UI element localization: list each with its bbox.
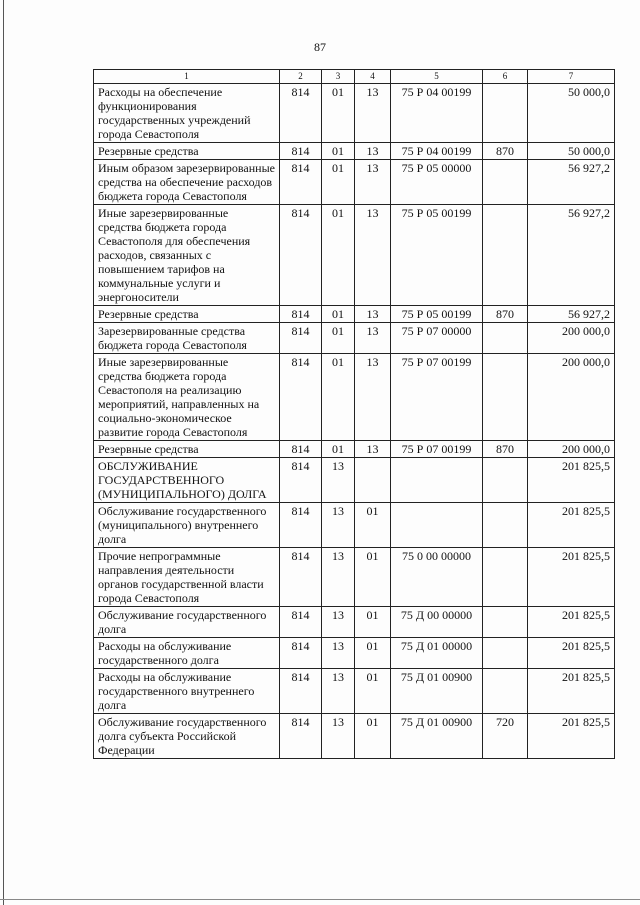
table-body bbox=[94, 84, 615, 759]
expense-name-cell: Иным образом зарезервированные средства на обеспечение расходов бюджета города Севастополя bbox=[94, 160, 280, 205]
table-row bbox=[94, 638, 615, 669]
target-article-cell: 75 Р 07 00199 bbox=[391, 441, 483, 458]
expense-type-cell bbox=[483, 607, 528, 638]
ministry-code-cell: 814 bbox=[280, 160, 322, 205]
expense-name-cell: Расходы на обслуживание государственного внутреннего долга bbox=[94, 669, 280, 714]
expense-type-cell bbox=[483, 669, 528, 714]
expense-type-cell bbox=[483, 160, 528, 205]
table-row bbox=[94, 160, 615, 205]
expense-name-cell: Резервные средства bbox=[94, 441, 280, 458]
section-code-cell: 01 bbox=[322, 323, 355, 354]
target-article-cell bbox=[391, 458, 483, 503]
subsection-code-cell: 01 bbox=[355, 607, 391, 638]
ministry-code-cell: 814 bbox=[280, 306, 322, 323]
section-code-cell: 01 bbox=[322, 354, 355, 441]
section-code-cell: 13 bbox=[322, 714, 355, 759]
amount-cell: 56 927,2 bbox=[528, 160, 615, 205]
section-code-cell: 01 bbox=[322, 205, 355, 306]
section-code-cell: 01 bbox=[322, 441, 355, 458]
column-number: 3 bbox=[322, 70, 355, 84]
target-article-cell: 75 Р 05 00199 bbox=[391, 306, 483, 323]
subsection-code-cell: 01 bbox=[355, 548, 391, 607]
column-number: 1 bbox=[94, 70, 280, 84]
section-code-cell: 13 bbox=[322, 503, 355, 548]
target-article-cell: 75 Р 07 00000 bbox=[391, 323, 483, 354]
table-row bbox=[94, 205, 615, 306]
target-article-cell: 75 Д 01 00900 bbox=[391, 669, 483, 714]
target-article-cell: 75 Р 05 00000 bbox=[391, 160, 483, 205]
target-article-cell: 75 0 00 00000 bbox=[391, 548, 483, 607]
subsection-code-cell: 01 bbox=[355, 714, 391, 759]
table-row bbox=[94, 548, 615, 607]
amount-cell: 200 000,0 bbox=[528, 354, 615, 441]
target-article-cell: 75 Р 07 00199 bbox=[391, 354, 483, 441]
section-code-cell: 01 bbox=[322, 84, 355, 143]
expense-type-cell: 720 bbox=[483, 714, 528, 759]
expense-type-cell bbox=[483, 84, 528, 143]
amount-cell: 200 000,0 bbox=[528, 323, 615, 354]
amount-cell: 201 825,5 bbox=[528, 548, 615, 607]
expense-name-cell: Иные зарезервированные средства бюджета города Севастополя для обеспечения расходов, связанных с повышением тарифов на коммунальные услуги и энергоносители bbox=[94, 205, 280, 306]
section-code-cell: 01 bbox=[322, 143, 355, 160]
expense-type-cell bbox=[483, 458, 528, 503]
amount-cell: 50 000,0 bbox=[528, 84, 615, 143]
expense-name-cell: Расходы на обслуживание государственного долга bbox=[94, 638, 280, 669]
expense-type-cell bbox=[483, 354, 528, 441]
amount-cell: 50 000,0 bbox=[528, 143, 615, 160]
expense-name-cell: Иные зарезервированные средства бюджета города Севастополя на реализацию мероприятий, направленных на социально-экономическое развитие города Севастополя bbox=[94, 354, 280, 441]
section-code-cell: 13 bbox=[322, 458, 355, 503]
ministry-code-cell: 814 bbox=[280, 548, 322, 607]
page-bottom-edge bbox=[0, 899, 640, 900]
table-row bbox=[94, 714, 615, 759]
subsection-code-cell: 13 bbox=[355, 306, 391, 323]
expense-name-cell: ОБСЛУЖИВАНИЕ ГОСУДАРСТВЕННОГО (МУНИЦИПАЛЬНОГО) ДОЛГА bbox=[94, 458, 280, 503]
table-row bbox=[94, 458, 615, 503]
ministry-code-cell: 814 bbox=[280, 458, 322, 503]
subsection-code-cell bbox=[355, 458, 391, 503]
expense-type-cell: 870 bbox=[483, 441, 528, 458]
expense-type-cell bbox=[483, 548, 528, 607]
expense-name-cell: Обслуживание государственного долга bbox=[94, 607, 280, 638]
amount-cell: 56 927,2 bbox=[528, 205, 615, 306]
subsection-code-cell: 01 bbox=[355, 503, 391, 548]
expense-name-cell: Зарезервированные средства бюджета города Севастополя bbox=[94, 323, 280, 354]
expense-name-cell: Резервные средства bbox=[94, 143, 280, 160]
expense-type-cell: 870 bbox=[483, 306, 528, 323]
table-row bbox=[94, 323, 615, 354]
subsection-code-cell: 01 bbox=[355, 669, 391, 714]
amount-cell: 201 825,5 bbox=[528, 638, 615, 669]
subsection-code-cell: 13 bbox=[355, 84, 391, 143]
expense-name-cell: Прочие непрограммные направления деятельности органов государственной власти города Севастополя bbox=[94, 548, 280, 607]
column-number-row bbox=[94, 70, 615, 84]
table-row bbox=[94, 143, 615, 160]
expense-type-cell bbox=[483, 638, 528, 669]
expense-name-cell: Расходы на обеспечение функционирования государственных учреждений города Севастополя bbox=[94, 84, 280, 143]
target-article-cell: 75 Д 01 00900 bbox=[391, 714, 483, 759]
section-code-cell: 01 bbox=[322, 306, 355, 323]
table-row bbox=[94, 441, 615, 458]
expense-type-cell bbox=[483, 323, 528, 354]
subsection-code-cell: 13 bbox=[355, 160, 391, 205]
ministry-code-cell: 814 bbox=[280, 503, 322, 548]
budget-table bbox=[93, 69, 615, 759]
table-row bbox=[94, 306, 615, 323]
expense-name-cell: Обслуживание государственного (муниципального) внутреннего долга bbox=[94, 503, 280, 548]
amount-cell: 201 825,5 bbox=[528, 714, 615, 759]
section-code-cell: 13 bbox=[322, 548, 355, 607]
subsection-code-cell: 13 bbox=[355, 143, 391, 160]
expense-type-cell bbox=[483, 503, 528, 548]
subsection-code-cell: 13 bbox=[355, 323, 391, 354]
ministry-code-cell: 814 bbox=[280, 84, 322, 143]
target-article-cell: 75 Р 05 00199 bbox=[391, 205, 483, 306]
subsection-code-cell: 01 bbox=[355, 638, 391, 669]
table-row bbox=[94, 607, 615, 638]
page-left-edge bbox=[3, 0, 4, 905]
ministry-code-cell: 814 bbox=[280, 354, 322, 441]
subsection-code-cell: 13 bbox=[355, 205, 391, 306]
table-row bbox=[94, 669, 615, 714]
section-code-cell: 13 bbox=[322, 638, 355, 669]
ministry-code-cell: 814 bbox=[280, 441, 322, 458]
subsection-code-cell: 13 bbox=[355, 354, 391, 441]
expense-name-cell: Резервные средства bbox=[94, 306, 280, 323]
column-number: 2 bbox=[280, 70, 322, 84]
target-article-cell: 75 Д 00 00000 bbox=[391, 607, 483, 638]
expense-name-cell: Обслуживание государственного долга субъекта Российской Федерации bbox=[94, 714, 280, 759]
subsection-code-cell: 13 bbox=[355, 441, 391, 458]
column-number: 5 bbox=[391, 70, 483, 84]
amount-cell: 200 000,0 bbox=[528, 441, 615, 458]
amount-cell: 56 927,2 bbox=[528, 306, 615, 323]
ministry-code-cell: 814 bbox=[280, 638, 322, 669]
target-article-cell: 75 Д 01 00000 bbox=[391, 638, 483, 669]
expense-type-cell bbox=[483, 205, 528, 306]
amount-cell: 201 825,5 bbox=[528, 503, 615, 548]
ministry-code-cell: 814 bbox=[280, 143, 322, 160]
target-article-cell bbox=[391, 503, 483, 548]
expense-type-cell: 870 bbox=[483, 143, 528, 160]
column-number: 4 bbox=[355, 70, 391, 84]
amount-cell: 201 825,5 bbox=[528, 458, 615, 503]
ministry-code-cell: 814 bbox=[280, 607, 322, 638]
target-article-cell: 75 Р 04 00199 bbox=[391, 143, 483, 160]
section-code-cell: 13 bbox=[322, 669, 355, 714]
ministry-code-cell: 814 bbox=[280, 323, 322, 354]
amount-cell: 201 825,5 bbox=[528, 669, 615, 714]
table-row bbox=[94, 354, 615, 441]
section-code-cell: 13 bbox=[322, 607, 355, 638]
ministry-code-cell: 814 bbox=[280, 669, 322, 714]
table-row bbox=[94, 503, 615, 548]
section-code-cell: 01 bbox=[322, 160, 355, 205]
column-number: 6 bbox=[483, 70, 528, 84]
table-row bbox=[94, 84, 615, 143]
page-number: 87 bbox=[314, 40, 326, 54]
ministry-code-cell: 814 bbox=[280, 714, 322, 759]
ministry-code-cell: 814 bbox=[280, 205, 322, 306]
column-number: 7 bbox=[528, 70, 615, 84]
amount-cell: 201 825,5 bbox=[528, 607, 615, 638]
target-article-cell: 75 Р 04 00199 bbox=[391, 84, 483, 143]
